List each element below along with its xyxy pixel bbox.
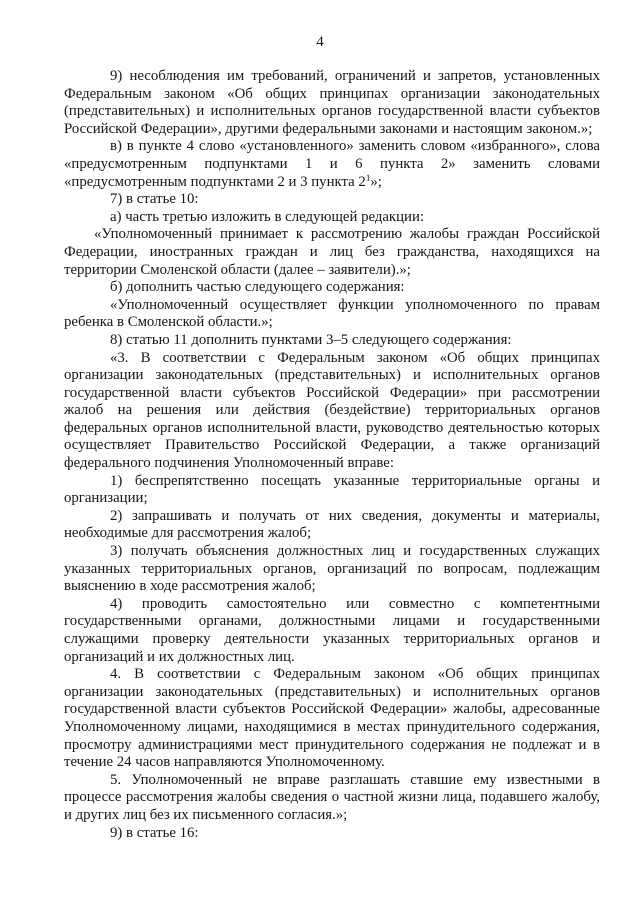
paragraph-a-part-three: а) часть третью изложить в следующей редакции:	[110, 208, 424, 225]
paragraph-subpoint-1: 1) беспрепятственно посещать указанные территориальные органы и организации;	[64, 472, 600, 507]
page-number: 4	[316, 34, 324, 50]
paragraph-v-tail: »;	[370, 173, 382, 190]
superscript-1: 1	[365, 172, 371, 183]
paragraph-v-point-4	[64, 138, 600, 191]
paragraph-point-4: 4. В соответствии с Федеральным законом «Об общих принципах организации законодательных (представительных) и исполнительных органов государственной власти субъектов Российской Федерации» жалобы, адресованные Уполномоченному лицами, находящимися в местах принудительного содержания, просмотру администрациями мест принудительного содержания не подлежат и в течение 24 часов направляются Уполномоченному.	[64, 666, 600, 771]
document-body	[64, 68, 600, 842]
paragraph-point-5: 5. Уполномоченный не вправе разглашать ставшие ему известными в процессе рассмотрения жалобы сведения о частной жизни лица, подавшего жалобу, и других лиц без их письменного согласия.»;	[64, 771, 600, 823]
paragraph-point-3: «3. В соответствии с Федеральным законом «Об общих принципах организации законодательных (представительных) и исполнительных органов государственной власти субъектов Российской Федерации» при рассмотрении жалоб на решения или действия (бездействие) территориальных органов федеральных органов исполнительной власти, руководство деятельностью которых осуществляет Правительство Российской Федерации, а также организаций федерального подчинения Уполномоченный вправе:	[64, 349, 600, 472]
paragraph-subpoint-4: 4) проводить самостоятельно или совместно с компетентными государственными органами, должностными лицами и государственными служащими проверку деятельности указанных территориальных органов и организаций и их должностных лиц.	[64, 595, 600, 665]
paragraph-7-article-10: 7) в статье 10:	[110, 191, 199, 208]
paragraph-v-text: в) в пункте 4 слово «установленного» заменить словом «избранного», слова «предусмотренным подпунктами 1 и 6 пункта 2» заменить словами «предусмотренным подпунктами 2 и 3 пункта 2	[64, 138, 600, 190]
paragraph-quote-child-rights: «Уполномоченный осуществляет функции уполномоченного по правам ребенка в Смоленской области.»;	[64, 296, 600, 331]
paragraph-subpoint-2: 2) запрашивать и получать от них сведения, документы и материалы, необходимые для рассмотрения жалоб;	[64, 507, 600, 542]
paragraph-8-article-11: 8) статью 11 дополнить пунктами 3–5 следующего содержания:	[110, 331, 512, 348]
paragraph-9-article-16: 9) в статье 16:	[110, 824, 199, 841]
paragraph-b-add-part: б) дополнить частью следующего содержания:	[110, 279, 405, 296]
paragraph-quote-complaints: «Уполномоченный принимает к рассмотрению жалобы граждан Российской Федерации, иностранных граждан и лиц без гражданства, находящихся на территории Смоленской области (далее – заявители).»;	[64, 226, 600, 278]
paragraph-subpoint-3: 3) получать объяснения должностных лиц и государственных служащих указанных территориальных органов, организаций по вопросам, подлежащим выяснению в ходе рассмотрения жалоб;	[64, 543, 600, 595]
paragraph-9-nonobservance: 9) несоблюдения им требований, ограничений и запретов, установленных Федеральным законом «Об общих принципах организации законодательных (представительных) и исполнительных органов государственной власти субъектов Российской Федерации», другими федеральными законами и настоящим законом.»;	[64, 68, 600, 137]
